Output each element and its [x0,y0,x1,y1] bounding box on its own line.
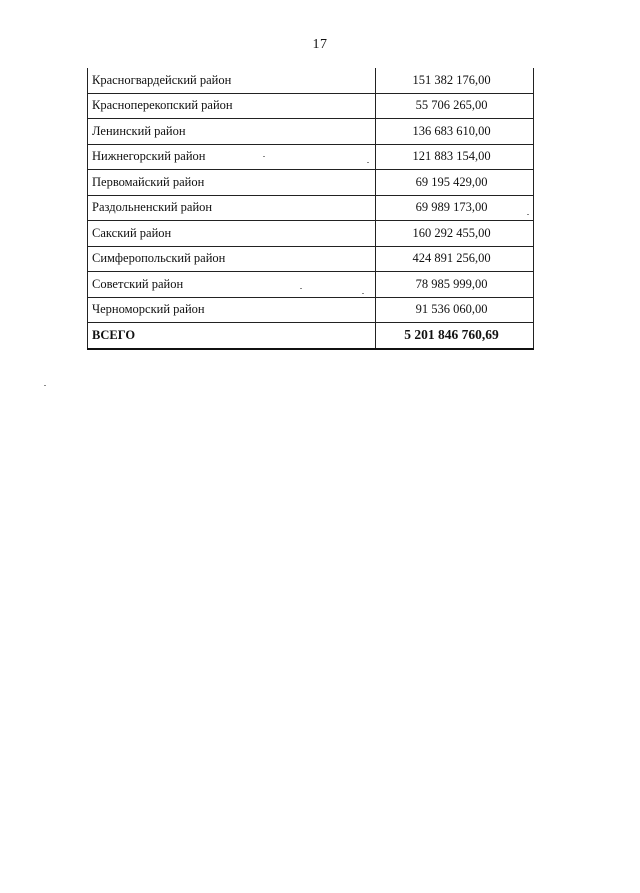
district-amount-cell: 55 706 265,00 [376,93,534,119]
scan-speck [367,162,369,163]
table-row [88,272,534,298]
page-number: 17 [312,37,328,52]
district-name-cell: Красногвардейский район [88,68,376,93]
scan-speck [527,214,529,215]
table-row [88,170,534,196]
table-row [88,93,534,119]
table-row [88,144,534,170]
district-amount-cell: 424 891 256,00 [376,246,534,272]
total-label: ВСЕГО [88,323,376,349]
district-amount-cell: 78 985 999,00 [376,272,534,298]
table-row [88,119,534,145]
table-row [88,68,534,93]
district-name-cell: Симферопольский район [88,246,376,272]
table-row [88,221,534,247]
total-amount: 5 201 846 760,69 [376,323,534,349]
total-row [88,323,534,349]
district-name-cell: Черноморский район [88,297,376,323]
district-amount-cell: 69 195 429,00 [376,170,534,196]
table-row [88,246,534,272]
district-amount-cell: 69 989 173,00 [376,195,534,221]
district-amount-cell: 91 536 060,00 [376,297,534,323]
scan-speck [44,385,46,386]
district-name-cell: Сакский район [88,221,376,247]
table-row [88,297,534,323]
district-name-cell: Нижнегорский район [88,144,376,170]
district-amount-cell: 151 382 176,00 [376,68,534,93]
district-amount-cell: 121 883 154,00 [376,144,534,170]
district-name-cell: Первомайский район [88,170,376,196]
district-name-cell: Советский район [88,272,376,298]
scan-speck [362,293,364,294]
district-amount-cell: 160 292 455,00 [376,221,534,247]
district-name-cell: Ленинский район [88,119,376,145]
table-row [88,195,534,221]
district-amount-cell: 136 683 610,00 [376,119,534,145]
scan-speck [263,156,265,157]
district-budget-table [87,68,534,350]
district-name-cell: Раздольненский район [88,195,376,221]
district-name-cell: Красноперекопский район [88,93,376,119]
scan-speck [300,288,302,289]
table-body [88,68,534,349]
